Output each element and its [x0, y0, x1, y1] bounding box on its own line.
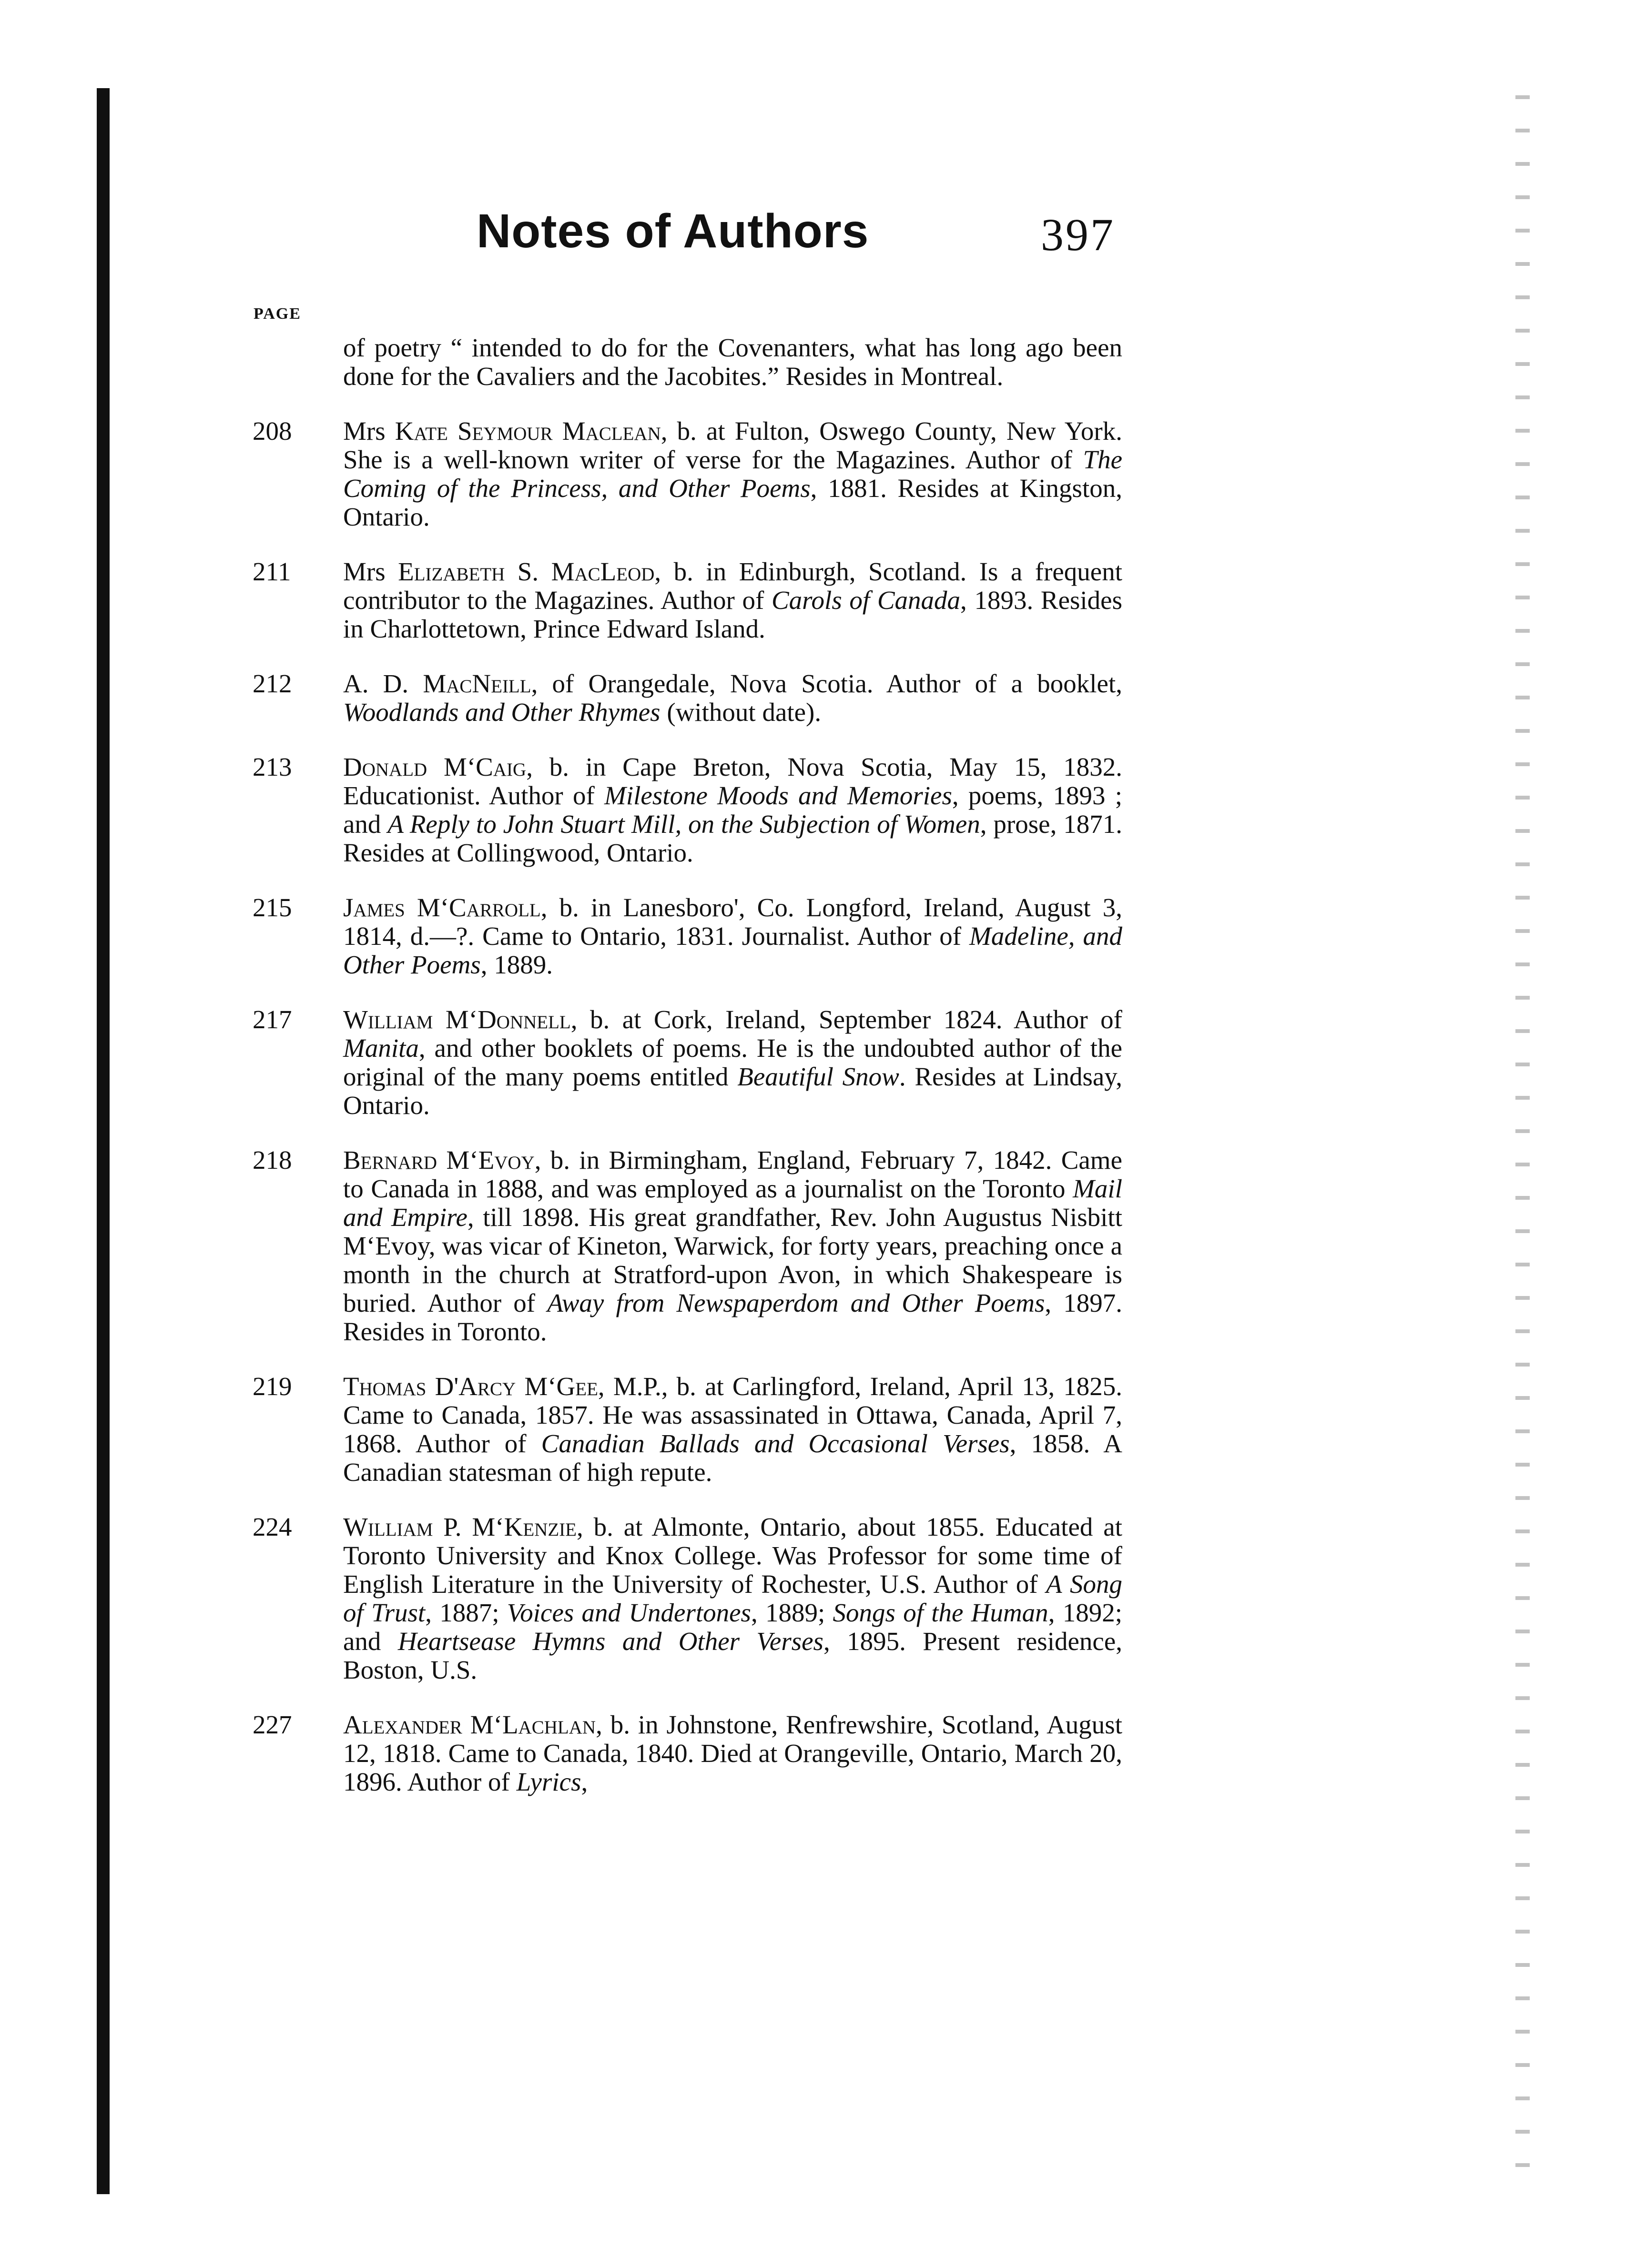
work-title: Madeline, and Other Poems [343, 921, 1123, 979]
entry-text: , of Orangedale, Nova Scotia. Author of a booklet, [531, 669, 1122, 698]
entry-text: , b. in Johnstone, Renfrewshire, Scotland, August 12, 1818. Came to Canada, 1840. Died at Orangeville, Ontario, March 20, 1896. Author of [343, 1710, 1122, 1796]
entry-text: , 1892; and [343, 1598, 1122, 1656]
entry-text: , 1895. Present residence, Boston, U.S. [343, 1627, 1122, 1684]
work-title: Woodlands and Other Rhymes [343, 698, 660, 727]
entry-text: , 1893. Resides in Charlottetown, Prince Edward Island. [343, 586, 1122, 643]
entry-page-number: 219 [253, 1372, 292, 1401]
entry-text: . Resides at Lindsay, Ontario. [343, 1062, 1122, 1120]
entry-text: , M.P., b. at Carlingford, Ireland, April 13, 1825. Came to Canada, 1857. He was assassinated in Ottawa, Canada, April 7, 1868. Author of [343, 1372, 1122, 1458]
author-name: William P. M‘Kenzie [343, 1512, 577, 1541]
entry-text: , 1887; [425, 1598, 507, 1627]
entry-text: , b. at Almonte, Ontario, about 1855. Educated at Toronto University and Knox College. Was Professor for some time of English Literature in the University of Rochester, U.S. Author of [343, 1512, 1122, 1599]
work-title: Away from Newspaperdom and Other Poems [547, 1288, 1045, 1317]
entry-page-number: 208 [253, 416, 292, 446]
work-title: A Song of Trust [343, 1569, 1122, 1627]
entry-page-number: 224 [253, 1512, 292, 1541]
entry-text: Mrs [343, 416, 395, 446]
entry-mdonnell [253, 1005, 1122, 1120]
entry-mevoy [253, 1146, 1122, 1346]
entry-page-number: 215 [253, 893, 292, 922]
entry-text: , 1881. Resides at Kingston, Ontario. [343, 474, 1122, 531]
author-name: Thomas D'Arcy M‘Gee [343, 1372, 598, 1401]
entry-mgee [253, 1372, 1122, 1487]
work-title: The Coming of the Princess, and Other Poems [343, 445, 1122, 503]
work-title: A Reply to John Stuart Mill, on the Subjection of Women [387, 810, 980, 839]
entry-continuation [253, 334, 1122, 391]
entry-text: , and other booklets of poems. He is the undoubted author of the original of the many poems entitled [343, 1033, 1122, 1091]
entry-mlachlan [253, 1711, 1122, 1796]
entry-text: , prose, 1871. Resides at Collingwood, Ontario. [343, 810, 1122, 867]
scan-right-margin-marks [1515, 95, 1530, 2192]
entry-text: , [581, 1767, 588, 1796]
scan-edge-shadow [97, 88, 110, 2194]
entry-text: (without date). [660, 698, 822, 727]
entry-text: Mrs [343, 557, 398, 586]
entry-text: , b. in Cape Breton, Nova Scotia, May 15, 1832. Educationist. Author of [343, 752, 1123, 810]
entry-mcarroll [253, 893, 1122, 979]
work-title: Beautiful Snow [737, 1062, 899, 1091]
work-title: Songs of the Human [833, 1598, 1048, 1627]
author-name: Donald M‘Caig [343, 752, 527, 781]
work-title: Carols of Canada [771, 586, 961, 615]
entry-macneill [253, 669, 1122, 727]
entry-text: , till 1898. His great grandfather, Rev. John Augustus Nisbitt M‘Evoy, was vicar of Kineton, Warwick, for forty years, preaching once a month in the church at Stratford-upon Avon, in which Shakespeare is buried. Author of [343, 1203, 1122, 1317]
running-head [477, 200, 1115, 272]
entry-text: , 1858. A Canadian statesman of high repute. [343, 1429, 1122, 1487]
scan-bottom-edge [169, 2210, 1537, 2216]
work-title: Milestone Moods and Memories [604, 781, 952, 810]
entry-text: , b. in Birmingham, England, February 7, 1842. Came to Canada in 1888, and was employed as a journalist on the Toronto [343, 1145, 1122, 1203]
entry-page-number: 212 [253, 669, 292, 698]
entry-text: , b. in Edinburgh, Scotland. Is a frequent contributor to the Magazines. Author of [343, 557, 1122, 615]
page-column-label: PAGE [254, 305, 301, 323]
entry-page-number: 213 [253, 752, 292, 781]
author-name: Kate Seymour Maclean [395, 416, 661, 446]
entry-text: , b. at Fulton, Oswego County, New York. She is a well-known writer of verse for the Magazines. Author of [343, 416, 1122, 474]
entry-mkenzie [253, 1513, 1122, 1684]
author-name: Elizabeth S. MacLeod [398, 557, 655, 586]
author-name: A. D. MacNeill [343, 669, 531, 698]
work-title: Lyrics [516, 1767, 581, 1796]
entry-text: , b. in Lanesboro', Co. Longford, Ireland, August 3, 1814, d.—?. Came to Ontario, 1831. Journalist. Author of [343, 893, 1122, 951]
entry-text: , poems, 1893 ; and [343, 781, 1122, 839]
entry-text: , 1897. Resides in Toronto. [343, 1288, 1122, 1346]
work-title: Manita [343, 1033, 419, 1063]
entry-text: , 1889. [480, 950, 553, 979]
entry-macleod [253, 557, 1122, 643]
entry-page-number: 227 [253, 1710, 292, 1739]
entry-page-number: 211 [253, 557, 291, 586]
entry-text: , b. at Cork, Ireland, September 1824. Author of [570, 1005, 1122, 1034]
author-name: James M‘Carroll [343, 893, 541, 922]
author-name: William M‘Donnell [343, 1005, 571, 1034]
entry-mcaig [253, 753, 1122, 867]
work-title: Mail and Empire [343, 1174, 1122, 1232]
work-title: Voices and Undertones [507, 1598, 751, 1627]
entry-maclean [253, 417, 1122, 531]
author-name: Alexander M‘Lachlan [343, 1710, 596, 1739]
work-title: Heartsease Hymns and Other Verses [397, 1627, 823, 1656]
work-title: Canadian Ballads and Occasional Verses [541, 1429, 1010, 1458]
entry-text: of poetry “ intended to do for the Covenanters, what has long ago been done for the Cavaliers and the Jacobites.” Resides in Montreal. [343, 333, 1122, 391]
entry-text: , 1889; [751, 1598, 833, 1627]
entry-page-number: 218 [253, 1145, 292, 1174]
running-title: Notes of Authors [477, 204, 869, 258]
author-notes-list [253, 334, 1122, 1808]
author-name: Bernard M‘Evoy [343, 1145, 535, 1174]
page-number: 397 [1041, 209, 1115, 260]
entry-page-number: 217 [253, 1005, 292, 1034]
